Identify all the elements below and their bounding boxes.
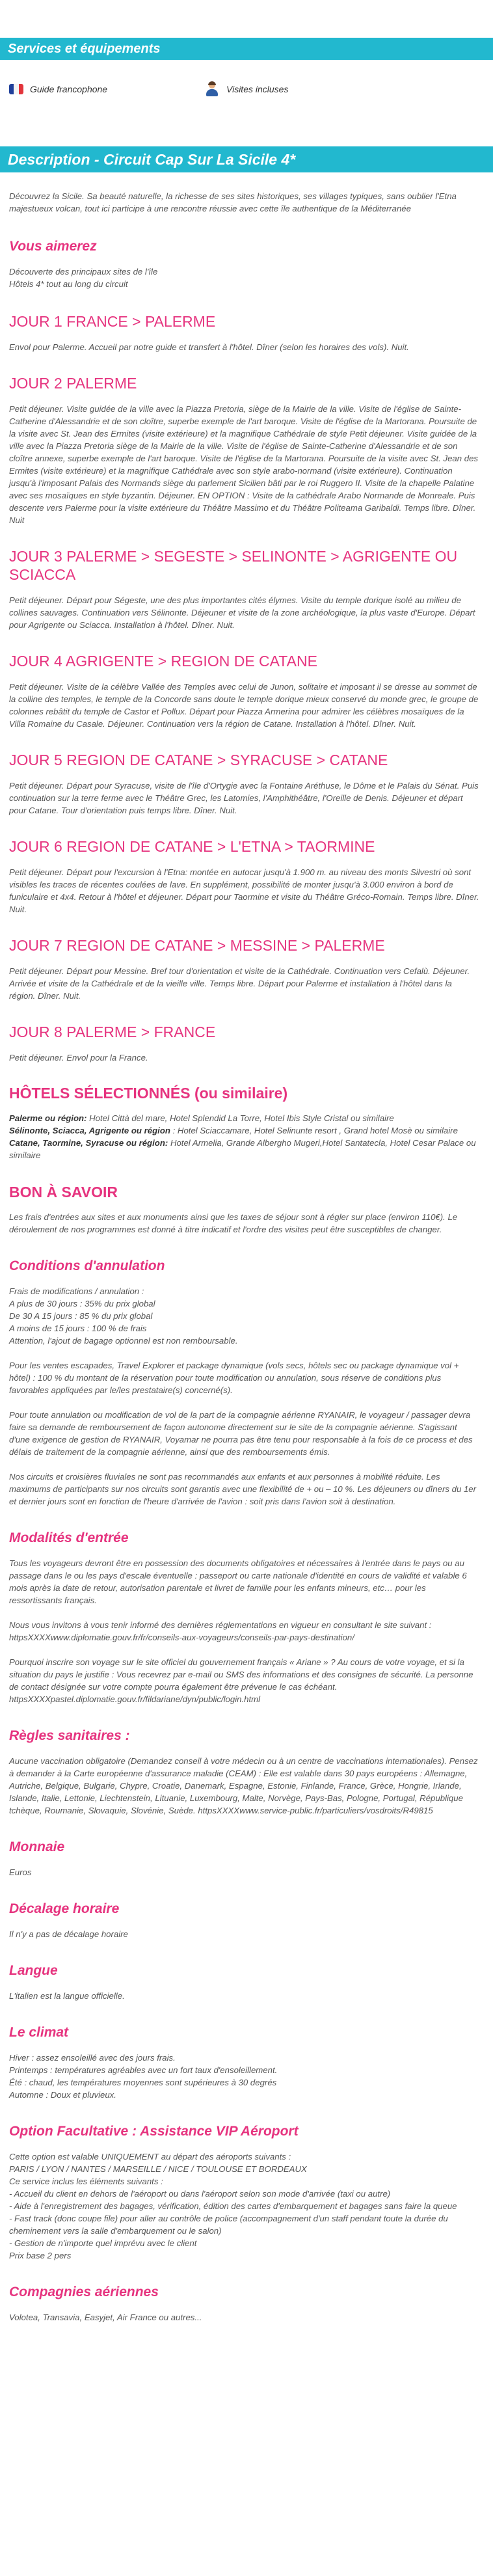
services-list [9,81,464,97]
day-title: JOUR 6 REGION DE CATANE > L'ETNA > TAORMINE [9,838,375,855]
compagnies-section [9,2284,480,2324]
monnaie-section [9,1839,480,1878]
day-text: Petit déjeuner. Visite de la célèbre Vallée des Temples avec celui de Junon, solitaire et imposant il se dresse au sommet de la colline des temples, le temple de la Concorde sans doute le temple dorique mieux conservé du monde grec, le groupe de colonnes rebâtit du temple de Castor et Pollux. Départ pour Piazza Armerina pour admirer les célèbres mosaïques de la Villa Romaine du Casale. Déjeuner. Continuation vers la région de Catane. Installation à l'hôtel. Dîner. Nuit. [9,682,479,729]
vous-aimerez-section [9,238,480,290]
list-item: - Accueil du client en dehors de l'aéroport ou dans l'aéroport selon son mode d'arrivée (taxi ou autre) [9,2189,391,2199]
section-text: Volotea, Transavia, Easyjet, Air France ou autres... [9,2312,202,2322]
section-text: Euros [9,1867,32,1877]
hotel-line [9,1112,480,1124]
section-title: Décalage horaire [9,1901,120,1916]
list-item: A plus de 30 jours : 35% du prix global [9,1299,155,1308]
hotel-region: Catane, Taormine, Syracuse ou région: [9,1138,168,1148]
hotel-region: Sélinonte, Sciacca, Agrigente ou région [9,1126,170,1135]
day-title: JOUR 1 FRANCE > PALERME [9,313,216,330]
section-text: Il n'y a pas de décalage horaire [9,1929,128,1939]
bon-a-savoir-section [9,1184,480,1236]
day-1 [9,312,480,353]
description-header: Description - Circuit Cap Sur La Sicile 4* [0,146,493,172]
day-title: JOUR 5 REGION DE CATANE > SYRACUSE > CATANE [9,752,388,768]
list-item: Hiver : assez ensoleillé avec des jours frais. [9,2053,176,2063]
section-text: Nos circuits et croisières fluviales ne sont pas recommandés aux enfants et aux personnes à mobilité réduite. Les maximums de participants sur nos circuits sont garantis avec une flexibilité de + ou – 10 %. Les déjeuners ou dîners du 1er et dernier jours sont en fonction de l'heure d'arrivée de l'avion : soit pris dans l'avion soit à destination. [9,1472,477,1506]
section-title: HÔTELS SÉLECTIONNÉS (ou similaire) [9,1085,288,1102]
hotel-names: Hotel Armelia, Grande Albergho Mugeri,Hotel Santatecla, Hotel Cesar Palace ou similaire [9,1138,476,1160]
day-title: JOUR 4 AGRIGENTE > REGION DE CATANE [9,653,317,670]
day-text: Petit déjeuner. Visite guidée de la ville avec la Piazza Pretoria, siège de la Mairie de la ville. Visite de l'église de Sainte-Catherine d'Alessandrie et de son cloître, superbe exemple de l'art baroque. Visite de l'église de la Martorana. Poursuite de la visite avec St. Jean des Ermites (visite extérieure) et la magnifique Cathédrale de style Petit déjeuner. Visite guidée de la ville avec la Piazza Pretoria siège de la Mairie de la ville. Visite de l'église de Sainte-Catherine d'Alessandrie et de son cloître annexe, superbe exemple de l'art baroque. Visite de l'église de la Martorana. Poursuite de la visite avec St. Jean des Ermites (visite extérieure) et la magnifique Cathédrale avec son style arabo-normand (visite extérieure). Continuation jusqu'à l'imposant Palais des Normands siège du parlement Sicilien bâti par le roi Ruggero II. Visite de la chapelle Palatine avec ses mosaïques en style byzantin. Déjeuner. EN OPTION : Visite de la cathédrale Arabo Normande de Monreale. Puis descente vers Palerme pour la visite extérieure du Théâtre Massimo et du Théâtre Politeama Garibaldi. Temps libre. Dîner. Nuit [9,404,478,525]
list-item: Printemps : températures agréables avec un fort taux d'ensoleillement. [9,2065,278,2075]
day-title: JOUR 8 PALERME > FRANCE [9,1024,216,1040]
section-title: Modalités d'entrée [9,1530,129,1545]
list-item: Attention, l'ajout de bagage optionnel est non remboursable. [9,1336,238,1346]
section-text: L'italien est la langue officielle. [9,1991,125,2001]
list-item: Automne : Doux et pluvieux. [9,2090,116,2100]
services-header: Services et équipements [0,38,493,60]
day-7 [9,936,480,1002]
decalage-section [9,1901,480,1940]
modalites-section [9,1530,480,1705]
list-item: PARIS / LYON / NANTES / MARSEILLE / NICE / TOULOUSE ET BORDEAUX [9,2164,307,2174]
section-title: Le climat [9,2025,69,2040]
section-text: Aucune vaccination obligatoire (Demandez conseil à votre médecin ou à un centre de vaccinations internationales). Pensez à demander à la Carte européenne d'assurance maladie (CEAM) : Elle est valable dans 30 pays européens : Allemagne, Autriche, Belgique, Bulgarie, Chypre, Croatie, Danemark, Espagne, Estonie, Finlande, France, Grèce, Hongrie, Irlande, Islande, Italie, Lettonie, Liechtenstein, Lituanie, Luxembourg, Malte, Norvège, Pays-Bas, Pologne, Portugal, République tchèque, Roumanie, Slovaquie, Slovénie, Suède. httpsXXXXwww.service-public.fr/particuliers/vosdroits/R49815 [9,1756,478,1815]
list-item: - Gestion de n'importe quel imprévu avec le client [9,2238,197,2248]
section-title: Règles sanitaires : [9,1728,130,1743]
conditions-section [9,1258,480,1508]
section-title: Langue [9,1963,58,1978]
hotel-line [9,1124,480,1137]
list-item: Découverte des principaux sites de l'île [9,267,158,277]
day-6 [9,837,480,915]
section-text: Pour toute annulation ou modification de vol de la part de la compagnie aérienne RYANAIR, le voyageur / passager devra faire sa demande de remboursement de façon autonome directement sur le site de la compagnie aérienne. S'agissant d'une exigence de gestion de RYANAIR, Voyamar ne pourra pas être tenu pour responsable à la fois de ce process et des délais de traitement de la compagnie aérienne, ainsi que des remboursements émis. [9,1410,473,1457]
section-title: Vous aimerez [9,239,97,254]
hotel-line [9,1137,480,1161]
day-text: Petit déjeuner. Départ pour l'excursion à l'Etna: montée en autocar jusqu'à 1.900 m. au niveau des monts Silvestri où sont visibles les traces de récentes coulées de lave. En supplément, possibilité de monter jusqu'à 3.000 environ à bord de funiculaire et 4x4. Retour à l'hôtel et déjeuner. Départ pour Taormine et visite du Théâtre Gréco-Romain. Temps libre. Dîner. Nuit. [9,867,479,914]
section-title: Monnaie [9,1839,65,1854]
list-item: Été : chaud, les températures moyennes sont supérieures à 30 degrés [9,2078,277,2087]
day-title: JOUR 3 PALERME > SEGESTE > SELINONTE > AGRIGENTE OU SCIACCA [9,548,458,583]
hotels-section [9,1085,480,1161]
hotel-names: : Hotel Sciaccamare, Hotel Selinunte resort , Grand hotel Mosè ou similaire [170,1126,458,1135]
day-2 [9,374,480,526]
day-5 [9,751,480,817]
list-item: A moins de 15 jours : 100 % de frais [9,1323,147,1333]
regles-section [9,1728,480,1817]
day-title: JOUR 2 PALERME [9,375,137,392]
french-flag-icon [9,84,23,94]
service-french-guide [9,81,107,97]
service-label: Guide francophone [30,84,108,94]
list-item: Frais de modifications / annulation : [9,1286,144,1296]
list-item: De 30 A 15 jours : 85 % du prix global [9,1311,153,1321]
section-title: Compagnies aériennes [9,2285,159,2299]
section-title: Conditions d'annulation [9,1258,165,1273]
hotel-region: Palerme ou région: [9,1113,87,1123]
section-text: Pour les ventes escapades, Travel Explorer et package dynamique (vols secs, hôtels sec ou package dynamique vol + hôtel) : 100 % du montant de la réservation pour toute modification ou annulation, sous réserve de conditions plus favorables appliquées par le/les prestataire(s) concerné(s). [9,1361,459,1395]
day-title: JOUR 7 REGION DE CATANE > MESSINE > PALERME [9,937,385,954]
day-text: Petit déjeuner. Départ pour Messine. Bref tour d'orientation et visite de la Cathédrale. Continuation vers Cefalù. Déjeuner. Arrivée et visite de la Cathédrale et de la vieille ville. Temps libre. Départ pour Palerme et installation à l'hôtel dans la région. Dîner. Nuit. [9,966,470,1001]
list-item: Prix base 2 pers [9,2251,72,2260]
climat-section [9,2024,480,2101]
day-3 [9,547,480,631]
section-title: BON À SAVOIR [9,1184,118,1200]
list-item: - Fast track (donc coupe file) pour aller au contrôle de police (accompagnement d'un staff pendant toute la durée du cheminement vers la salle d'embarquement ou le salon) [9,2214,448,2236]
day-4 [9,652,480,730]
description-intro: Découvrez la Sicile. Sa beauté naturelle, la richesse de ses sites historiques, ses villages typiques, sans oublier l'Etna majestueux volcan, tout ici participe à une rencontre réussie avec cette île authentique de la Méditerranée [9,191,457,213]
day-text: Petit déjeuner. Départ pour Ségeste, une des plus importantes cités élymes. Visite du temple dorique isolé au milieu de collines sauvages. Continuation vers Sélinonte. Déjeuner et visite de la zone archéologique, la plus vaste d'Europe. Départ pour Agrigente ou Sciacca. Installation à l'hôtel. Dîner. Nuit. [9,595,475,630]
list-item: Ce service inclus les éléments suivants : [9,2176,163,2186]
description-content [9,190,480,2346]
section-text: Tous les voyageurs devront être en possession des documents obligatoires et nécessaires à l'entrée dans le pays ou au passage dans le ou les pays d'escale éventuelle : passeport ou carte nationale d'identité en cours de validité et valable 6 mois après la date de retour, autorisation parentale et livret de famille pour les enfants mineurs, etc… pour les ressortissants français. [9,1558,467,1605]
list-item: Cette option est valable UNIQUEMENT au départ des aéroports suivants : [9,2152,291,2162]
section-text: Pourquoi inscrire son voyage sur le site officiel du gouvernement français « Ariane » ? Au cours de votre voyage, et si la situation du pays le justifie : Vous recevrez par e-mail ou SMS des informations et des consignes de sécurité. La personne de contact désignée sur votre compte pourra également être prévenue le cas échéant. httpsXXXXpastel.diplomatie.gouv.fr/fildariane/dyn/public/login.html [9,1657,473,1704]
list-item: Hôtels 4* tout au long du circuit [9,279,128,289]
section-text: Nous vous invitons à vous tenir informé des dernières réglementations en vigueur en consultant le site suivant : httpsXXXXwww.diplomatie.gouv.fr/fr/conseils-aux-voyageurs/conseils-par-pays-destination/ [9,1620,432,1642]
service-visits-included [204,81,288,97]
day-text: Petit déjeuner. Départ pour Syracuse, visite de l'île d'Ortygie avec la Fontaine Aréthuse, le Dôme et le Palais du Sénat. Puis continuation sur la terre ferme avec le Théâtre Grec, les Latomies, l'Amphithéâtre, l'Oreille de Denis. Déjeuner et départ pour Catane. Tour d'orientation puis temps libre. Dîner. Nuit. [9,781,479,815]
day-text: Envol pour Palerme. Accueil par notre guide et transfert à l'hôtel. Dîner (selon les horaires des vols). Nuit. [9,342,409,352]
service-label: Visites incluses [226,84,289,94]
langue-section [9,1962,480,2002]
option-vip-section [9,2123,480,2262]
list-item: - Aide à l'enregistrement des bagages, vérification, édition des cartes d'embarquement et bagages sans faire la queue [9,2201,457,2211]
hotel-names: Hotel Città del mare, Hotel Splendid La Torre, Hotel Ibis Style Cristal ou similaire [87,1113,394,1123]
guide-person-icon [204,81,220,97]
section-title: Option Facultative : Assistance VIP Aéroport [9,2124,299,2139]
section-text: Les frais d'entrées aux sites et aux monuments ainsi que les taxes de séjour sont à régler sur place (environ 110€). Le déroulement de nos programmes est donné à titre indicatif et l'ordre des visites peut être susceptibles de changer. [9,1212,458,1234]
day-8 [9,1023,480,1064]
day-text: Petit déjeuner. Envol pour la France. [9,1053,148,1063]
